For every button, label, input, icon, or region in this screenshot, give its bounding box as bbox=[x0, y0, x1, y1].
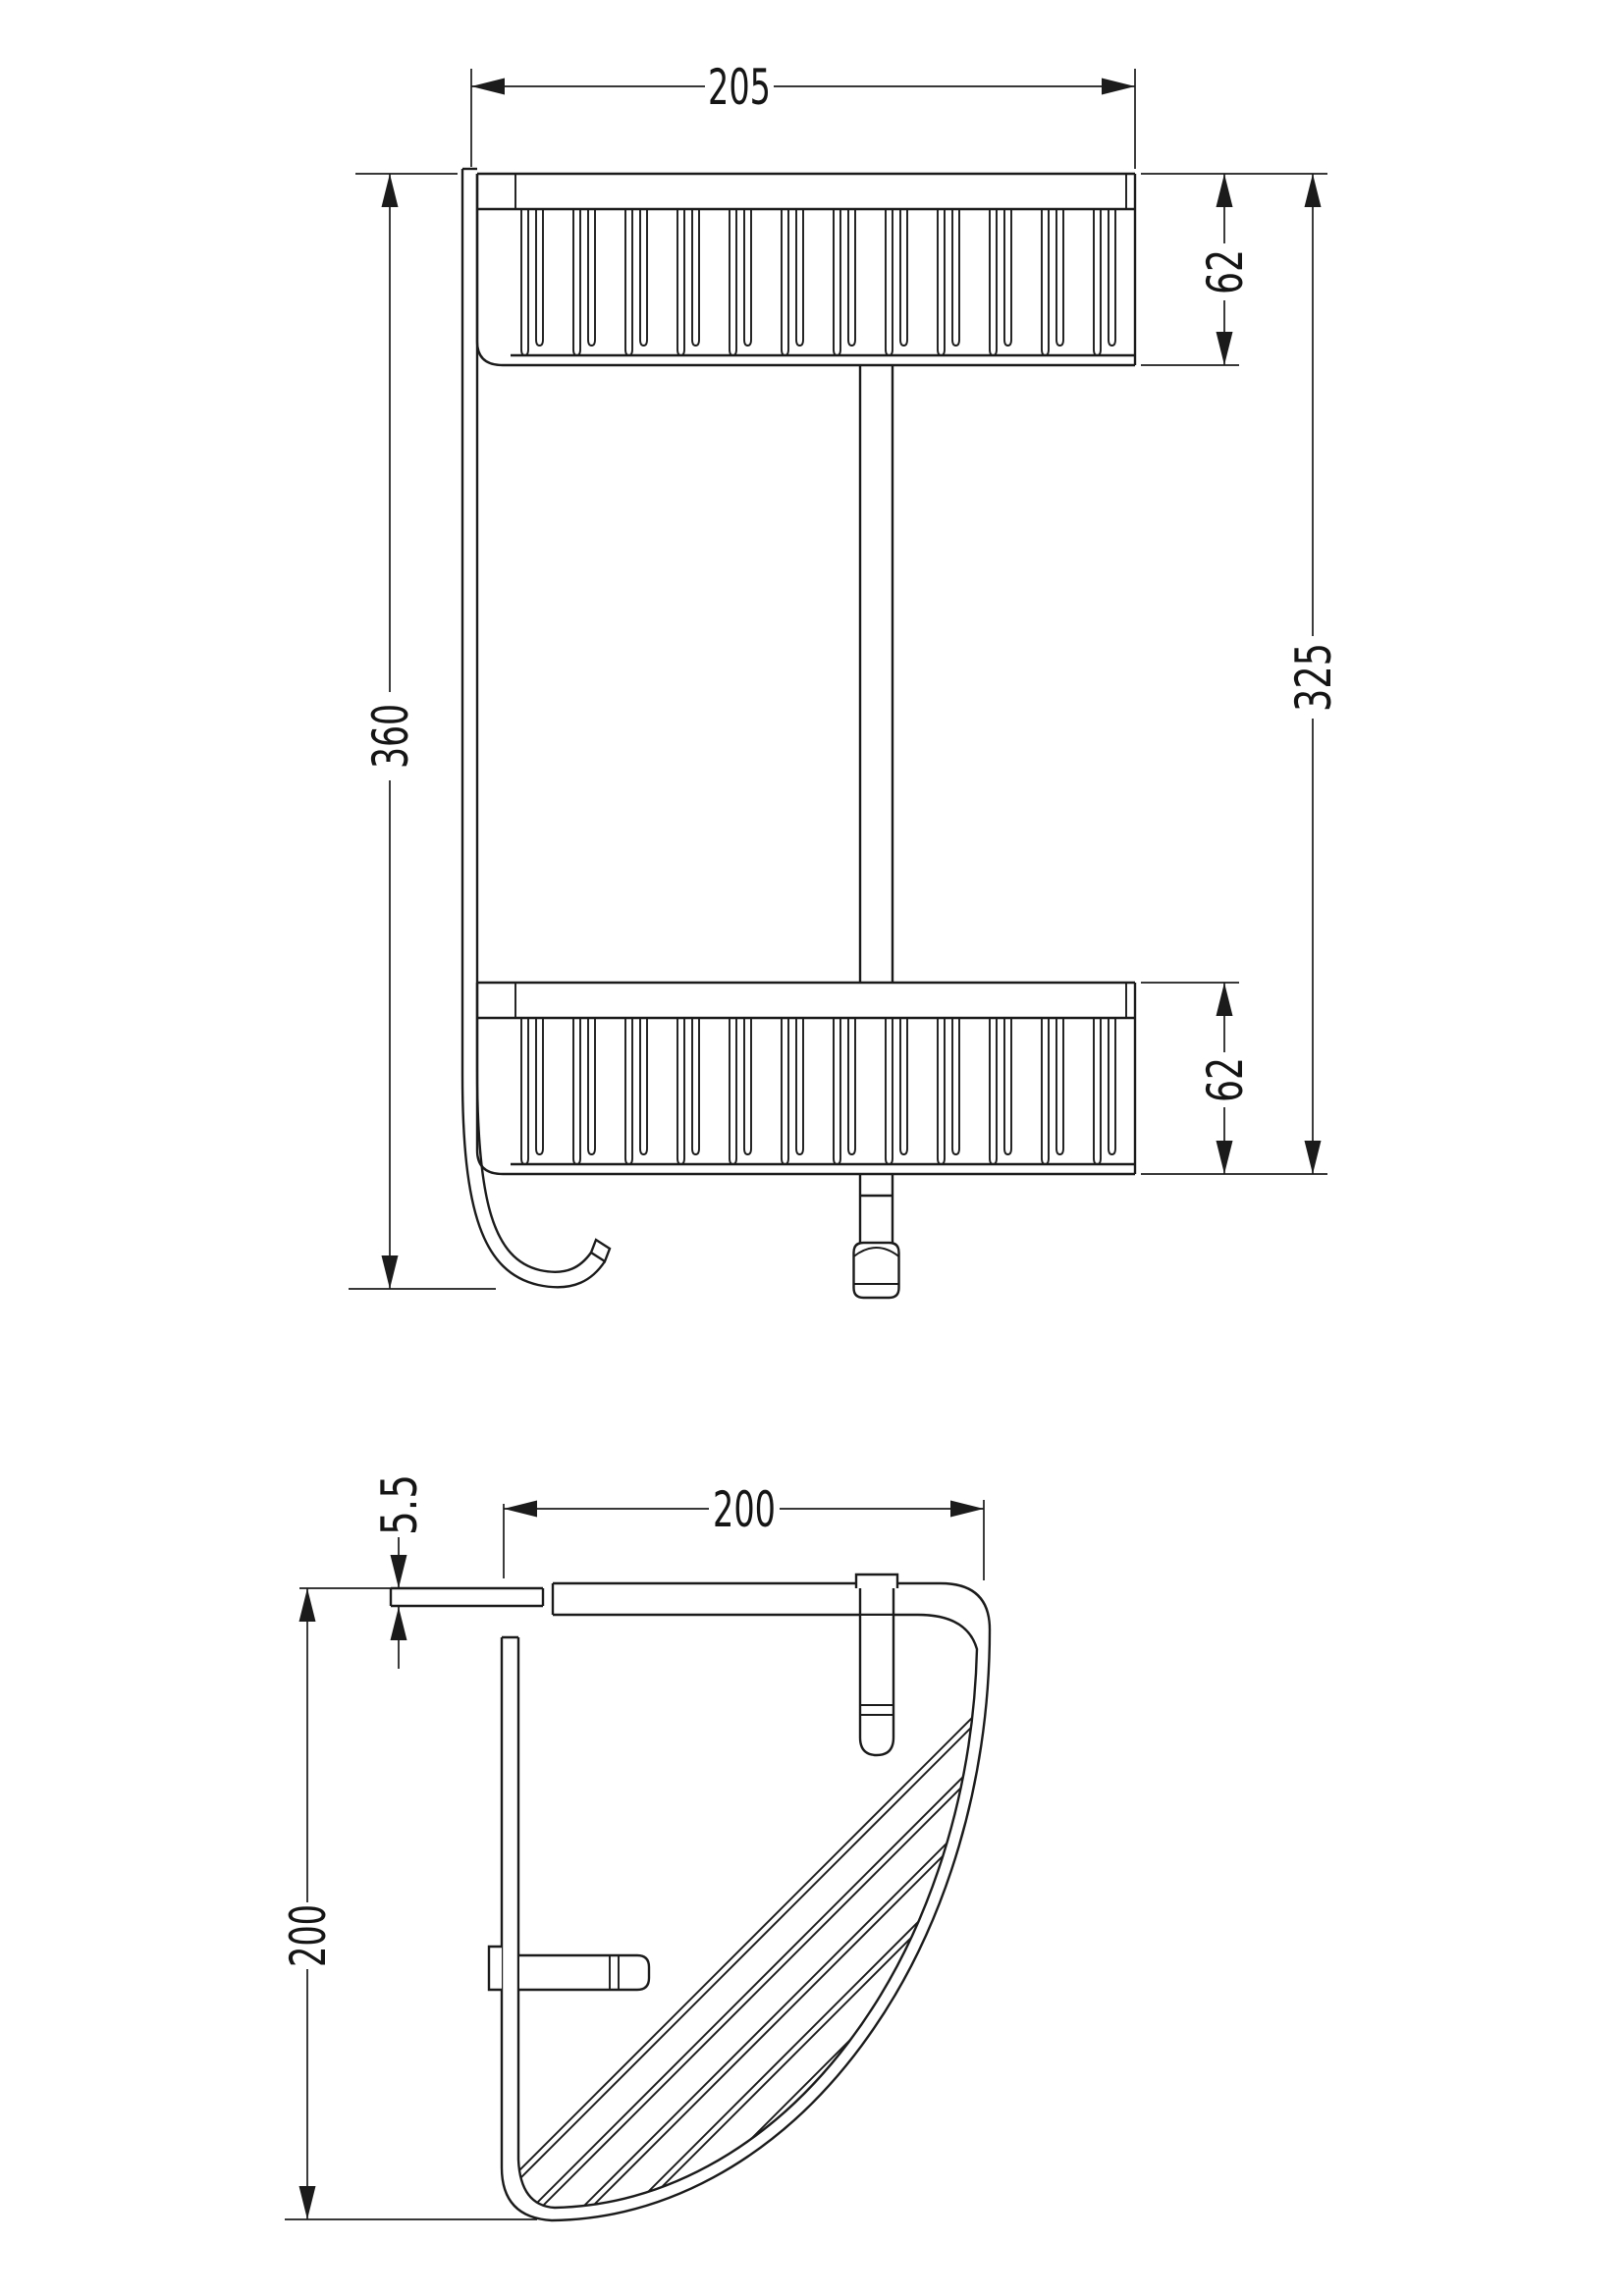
arrow-plan-depth-top bbox=[299, 1588, 316, 1622]
hatch-wire-line bbox=[1024, 1384, 1623, 2296]
hatch-wire-line bbox=[1425, 1384, 1623, 2296]
basket-wire-back bbox=[588, 1018, 595, 1154]
hatch-wire-line bbox=[674, 1384, 1606, 2296]
front-elevation-view bbox=[349, 59, 1342, 1298]
dim-label-frame-height: 325 bbox=[1285, 617, 1342, 712]
arrow-plan-depth-bottom bbox=[299, 2186, 316, 2219]
plan-left-bracket-fill bbox=[519, 1956, 647, 1989]
basket-wire-front bbox=[730, 209, 736, 355]
basket-wire-back bbox=[952, 209, 959, 346]
basket-wire-back bbox=[952, 1018, 959, 1154]
basket-wire-front bbox=[677, 1018, 684, 1164]
basket-wire-back bbox=[692, 209, 699, 346]
dim-label-flange-thickness: 5.5 bbox=[371, 1457, 428, 1535]
hatch-wire-line bbox=[983, 1384, 1623, 2296]
arrow-upper62-bottom bbox=[1217, 332, 1233, 365]
basket-wire-back bbox=[536, 1018, 543, 1154]
basket-wire-back bbox=[900, 1018, 907, 1154]
hook-knob-top-arc bbox=[854, 1248, 899, 1256]
hatch-wire-line bbox=[382, 1384, 1315, 2296]
basket-wire-back bbox=[1004, 209, 1011, 346]
hatch-wire-line bbox=[1434, 1384, 1623, 2296]
basket-wire-front bbox=[573, 209, 580, 355]
arrow-flange-bottom bbox=[391, 1607, 407, 1640]
basket-wire-front bbox=[834, 209, 840, 355]
basket-wire-front bbox=[730, 1018, 736, 1164]
basket-wire-front bbox=[938, 1018, 945, 1164]
plan-top-bracket-fill bbox=[861, 1616, 893, 1747]
basket-wire-back bbox=[1056, 1018, 1063, 1154]
basket-wire-front bbox=[990, 1018, 997, 1164]
hatch-wire-line bbox=[924, 1384, 1623, 2296]
basket-wire-back bbox=[796, 209, 803, 346]
hatch-wire-line bbox=[1325, 1384, 1623, 2296]
arrow-width-left bbox=[471, 79, 505, 95]
hatch-wire-line bbox=[1383, 1384, 1623, 2296]
basket-wire-front bbox=[1042, 1018, 1049, 1164]
basket-wire-back bbox=[1109, 1018, 1115, 1154]
front-dimension-lines bbox=[349, 69, 1327, 1289]
arrow-lower62-bottom bbox=[1217, 1141, 1233, 1174]
hatch-wire-line bbox=[1274, 1384, 1623, 2296]
hatch-wire-line bbox=[682, 1384, 1615, 2296]
hatch-wire-line bbox=[874, 1384, 1623, 2296]
arrow-upper62-top bbox=[1217, 174, 1233, 207]
basket-wire-front bbox=[1042, 209, 1049, 355]
basket-wire-back bbox=[588, 209, 595, 346]
arrow-flange-top bbox=[391, 1555, 407, 1588]
basket-wire-back bbox=[848, 1018, 855, 1154]
basket-wire-back bbox=[744, 209, 751, 346]
basket-wire-front bbox=[886, 209, 893, 355]
dim-label-lower-basket-height: 62 bbox=[1197, 1040, 1254, 1102]
hatch-wire-line bbox=[473, 1384, 1406, 2296]
arrow-plan-width-right bbox=[950, 1501, 984, 1518]
basket-wire-front bbox=[625, 209, 632, 355]
basket-wire-front bbox=[886, 1018, 893, 1164]
basket-wire-front bbox=[782, 209, 788, 355]
plan-wire-hatch bbox=[373, 1384, 1623, 2296]
basket-wire-back bbox=[692, 1018, 699, 1154]
hatch-wire-line bbox=[1283, 1384, 1623, 2296]
basket-wire-front bbox=[990, 209, 997, 355]
plan-inner-frame bbox=[518, 1615, 977, 2208]
hook-end-cap bbox=[591, 1240, 610, 1261]
hatch-wire-line bbox=[1133, 1384, 1623, 2296]
hatch-wire-line bbox=[1083, 1384, 1623, 2296]
basket-wire-front bbox=[1094, 1018, 1101, 1164]
hatch-wire-line bbox=[1333, 1384, 1623, 2296]
arrow-width-right bbox=[1102, 79, 1135, 95]
plan-top-tab-fill bbox=[856, 1575, 897, 1588]
basket-wire-back bbox=[1056, 209, 1063, 346]
basket-wire-back bbox=[640, 1018, 647, 1154]
hatch-wire-line bbox=[1375, 1384, 1623, 2296]
arrow-lower62-top bbox=[1217, 983, 1233, 1016]
arrow-overall-bottom bbox=[382, 1255, 399, 1289]
basket-wire-front bbox=[625, 1018, 632, 1164]
basket-wire-front bbox=[938, 209, 945, 355]
hatch-wire-line bbox=[1124, 1384, 1623, 2296]
basket-wire-front bbox=[782, 1018, 788, 1164]
basket-wire-back bbox=[848, 209, 855, 346]
dim-label-plan-depth: 200 bbox=[280, 1873, 337, 1967]
basket-wire-front bbox=[677, 209, 684, 355]
basket-wire-front bbox=[834, 1018, 840, 1164]
basket-wire-back bbox=[796, 1018, 803, 1154]
dim-label-plan-width: 200 bbox=[713, 1481, 776, 1538]
hatch-wire-line bbox=[933, 1384, 1623, 2296]
arrow-plan-width-left bbox=[504, 1501, 537, 1518]
basket-wire-front bbox=[573, 1018, 580, 1164]
hatch-wire-line bbox=[523, 1384, 1456, 2296]
hatch-wire-line bbox=[423, 1384, 1356, 2296]
arrow-325-bottom bbox=[1305, 1141, 1322, 1174]
arrow-overall-top bbox=[382, 174, 399, 207]
hatch-wire-line bbox=[1074, 1384, 1623, 2296]
hatch-wire-line bbox=[883, 1384, 1623, 2296]
basket-wire-back bbox=[1109, 209, 1115, 346]
basket-wire-back bbox=[536, 209, 543, 346]
plan-view bbox=[280, 1384, 1623, 2296]
basket-bottom-outer-rail bbox=[477, 1150, 1135, 1174]
hatch-wire-line bbox=[1183, 1384, 1623, 2296]
hatch-wire-line bbox=[532, 1384, 1465, 2296]
basket-wire-back bbox=[900, 209, 907, 346]
hatch-wire-line bbox=[1233, 1384, 1623, 2296]
plan-left-tab-fill bbox=[489, 1948, 502, 1990]
basket-wire-back bbox=[1004, 1018, 1011, 1154]
hatch-wire-line bbox=[974, 1384, 1623, 2296]
basket-wire-front bbox=[521, 209, 528, 355]
hatch-wire-line bbox=[1174, 1384, 1623, 2296]
basket-wire-back bbox=[640, 209, 647, 346]
hatch-wire-line bbox=[824, 1384, 1623, 2296]
front-part-geometry bbox=[462, 169, 1135, 1298]
hatch-wire-line bbox=[432, 1384, 1365, 2296]
dim-label-width: 205 bbox=[708, 59, 771, 116]
basket-wire-front bbox=[521, 1018, 528, 1164]
hatch-wire-line bbox=[373, 1384, 1306, 2296]
basket-bottom-outer-rail bbox=[477, 342, 1135, 365]
dim-label-overall-height: 360 bbox=[362, 674, 419, 769]
arrow-325-top bbox=[1305, 174, 1322, 207]
hatch-wire-line bbox=[1033, 1384, 1623, 2296]
basket-wire-front bbox=[1094, 209, 1101, 355]
dim-label-upper-basket-height: 62 bbox=[1197, 232, 1254, 294]
hatch-wire-line bbox=[833, 1384, 1623, 2296]
hatch-wire-line bbox=[1224, 1384, 1623, 2296]
plan-part-geometry bbox=[373, 1384, 1623, 2296]
hatch-wire-line bbox=[732, 1384, 1623, 2296]
basket-wire-back bbox=[744, 1018, 751, 1154]
